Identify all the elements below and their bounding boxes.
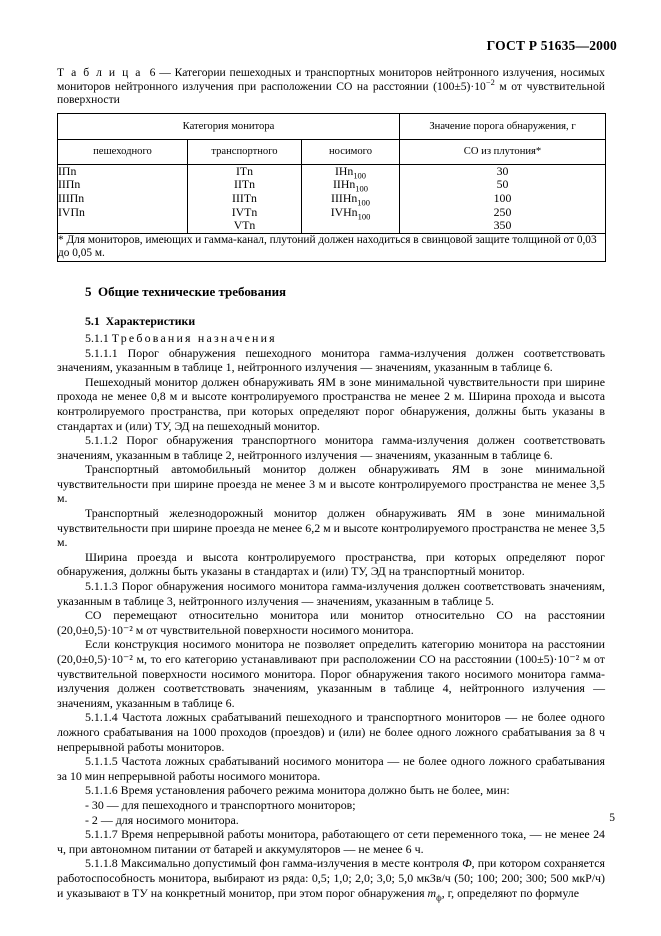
- value-portable-4-base: IVHn: [330, 204, 358, 219]
- value-threshold-5: 350: [493, 218, 512, 233]
- page-number: 5: [609, 812, 615, 824]
- value-transport-5: VTn: [233, 218, 256, 233]
- page-content: [57, 66, 605, 900]
- table-footnote-row: [58, 233, 606, 261]
- value-threshold-3: 100: [493, 190, 512, 205]
- paragraph-5-1-1-2: 5.1.1.2 Порог обнаружения транспортного монитора гамма-излучения должен соответствовать значениям, указанным в таблице 2, нейтронного излучения — значениям, указанным в таблице 6.: [57, 433, 605, 462]
- paragraph-5-1-1-6: 5.1.1.6 Время установления рабочего режима монитора должно быть не более, мин:: [85, 783, 510, 798]
- table-caption: [57, 66, 605, 107]
- column-header-pedestrian: пешеходного: [58, 139, 188, 164]
- cell-pedestrian-categories: [58, 164, 188, 233]
- column-header-portable: носимого: [302, 139, 400, 164]
- paragraph-5-1-1-8: 5.1.1.8 Максимально допустимый фон гамма-излучения в месте контроля Ф, при котором сохраняется работоспособность монитора, выбирают из ряда: 0,5; 1,0; 2,0; 3,0; 5,0 мкЗв/ч (50; 100; 200; 300; 500 мкР/ч) и указывают в ТУ на конкретный монитор, при этом порог обнаружения $m_ф$, г, определяют по формуле: [57, 856, 605, 902]
- table-footnote: * Для мониторов, имеющих и гамма-канал, плутоний должен находиться в свинцовой защите толщиной от 0,03 до 0,05 м.: [58, 233, 606, 261]
- paragraph-auto-monitor: Транспортный автомобильный монитор должен обнаруживать ЯМ в зоне минимальной чувствительности при ширине проезда не менее 3 м и высоте контролируемого пространства не менее 3,5 м.: [57, 462, 605, 506]
- value-pedestrian-1: IПn: [58, 163, 77, 178]
- section-51-number: 5.1: [85, 313, 100, 328]
- value-portable-4-sub: 100: [357, 210, 371, 221]
- paragraph-5-1-1-7: 5.1.1.7 Время непрерывной работы монитора, работающего от сети переменного тока, — не менее 24 ч, при автономном питании от батарей и аккумуляторов — не менее 6 ч.: [57, 827, 605, 856]
- table-caption-label: Т а б л и ц а: [57, 66, 143, 79]
- value-portable-1-sub: 100: [353, 170, 367, 181]
- value-threshold-1: 30: [496, 163, 509, 178]
- paragraph-5-1-1-4: 5.1.1.4 Частота ложных срабатываний пешеходного и транспортного мониторов — не более одного ложного срабатывания на 1000 проходов (проездов) и (или) не более одного ложного срабатывания за 8 ч непрерывной работы мониторов.: [57, 710, 605, 754]
- paragraph-construction: Если конструкция носимого монитора не позволяет определить категорию монитора на расстоянии (20,0±0,5)·10⁻² м, то его категорию устанавливают при расположении СО на расстоянии (100±5)·10⁻² м от чувствительной поверхности носимого монитора. Порог обнаружения такого носимого монитора гамма-излучения должен соответствовать значениям, указанным в таблице 4, нейтронного излучения — значениям, указанным в таблице 6.: [57, 637, 605, 710]
- value-portable-3-base: IIIHn: [331, 190, 358, 205]
- column-header-plutonium: СО из плутония*: [400, 139, 606, 164]
- value-portable-1-base: IHn: [334, 163, 354, 178]
- section-heading-5-1-1: [57, 331, 605, 346]
- group-header-category: Категория монитора: [58, 113, 400, 139]
- paragraph-rail-monitor: Транспортный железнодорожный монитор должен обнаруживать ЯМ в зоне минимальной чувствительности при ширине проезда не менее 6,2 м и высоте контролируемого пространства не менее 3,5 м.: [57, 506, 605, 550]
- paragraph-transport-width: Ширина проезда и высота контролируемого пространства, при которых определяют порог обнаружения, должны быть указаны в стандартах и (или) ТУ, ЭД на транспортный монитор.: [57, 549, 605, 579]
- standard-number: ГОСТ Р 51635—2000: [486, 38, 617, 53]
- table-group-header-row: [58, 113, 606, 139]
- value-portable-3: [302, 192, 399, 206]
- paragraph-5-1-1-1: 5.1.1.1 Порог обнаружения пешеходного монитора гамма-излучения должен соответствовать значениям, указанным в таблице 1, нейтронного излучения — значениям, указанным в таблице 6.: [57, 345, 605, 375]
- list-item-2-min: - 2 — для носимого монитора.: [85, 812, 239, 827]
- section-5-title: Общие технические требования: [98, 283, 287, 299]
- value-transport-2: IITn: [234, 177, 255, 192]
- paragraph-5-1-1-5: 5.1.1.5 Частота ложных срабатываний носимого монитора — не более одного ложного срабатывания за 10 мин непрерывной работы носимого монитора.: [57, 754, 605, 783]
- value-portable-3-sub: 100: [357, 197, 370, 208]
- section-5-number: 5: [85, 283, 92, 299]
- column-header-transport: транспортного: [188, 139, 302, 164]
- table-column-header-row: [58, 139, 606, 164]
- value-portable-2-base: IIHn: [333, 177, 356, 192]
- section-511-number: 5.1.1: [85, 330, 109, 345]
- section-heading-5: [57, 284, 605, 300]
- value-transport-1: ITn: [235, 163, 254, 178]
- value-transport-3: IIITn: [232, 190, 257, 205]
- value-portable-4: [302, 206, 399, 220]
- section-51-title: Характеристики: [105, 313, 196, 328]
- table-caption-text: — Категории пешеходных и транспортных мониторов нейтронного излучения, носимых мониторов нейтронного излучения при расположении СО на расстоянии $(100\pm 5)\cdot 10^{-2}$ м от чувствительной поверхности: [57, 66, 605, 107]
- cell-portable-categories: [302, 164, 400, 233]
- cell-threshold-values: [400, 164, 606, 233]
- paragraph-5-1-1-3: 5.1.1.3 Порог обнаружения носимого монитора гамма-излучения должен соответствовать значениям, указанным в таблице 3, нейтронного излучения — значениям, указанным в таблице 5.: [57, 579, 605, 608]
- list-item-30-min: - 30 — для пешеходного и транспортного мониторов;: [85, 797, 356, 812]
- paragraph-co-move: СО перемещают относительно монитора или монитор относительно СО на расстоянии (20,0±0,5)·10⁻² м от чувствительной поверхности носимого монитора.: [57, 608, 605, 637]
- value-threshold-4: 250: [493, 204, 512, 219]
- table-6: [57, 113, 606, 262]
- value-portable-2-sub: 100: [355, 183, 369, 194]
- section-heading-5-1: [57, 314, 605, 329]
- value-transport-4: IVTn: [231, 204, 258, 219]
- cell-transport-categories: [188, 164, 302, 233]
- section-511-title: Требования назначения: [111, 330, 277, 345]
- value-threshold-2: 50: [496, 177, 509, 192]
- value-portable-2: [302, 178, 399, 192]
- paragraph-pedestrian-detail: Пешеходный монитор должен обнаруживать ЯМ в зоне минимальной чувствительности при ширине прохода не менее 0,8 м и высоте контролируемого пространства не менее 2 м. Ширина прохода и высота контролируемого пространства, при которых определяют порог обнаружения, должны быть указаны в стандартах и (или) ТУ, ЭД на пешеходный монитор.: [57, 374, 605, 433]
- table-caption-number: 6: [149, 66, 156, 79]
- table-data-row: [58, 164, 606, 233]
- value-pedestrian-3: IIIПn: [58, 190, 85, 205]
- value-pedestrian-2: IIПn: [58, 177, 81, 192]
- group-header-threshold: Значение порога обнаружения, г: [400, 113, 606, 139]
- value-portable-1: [302, 165, 399, 179]
- value-pedestrian-4: IVПn: [58, 204, 85, 219]
